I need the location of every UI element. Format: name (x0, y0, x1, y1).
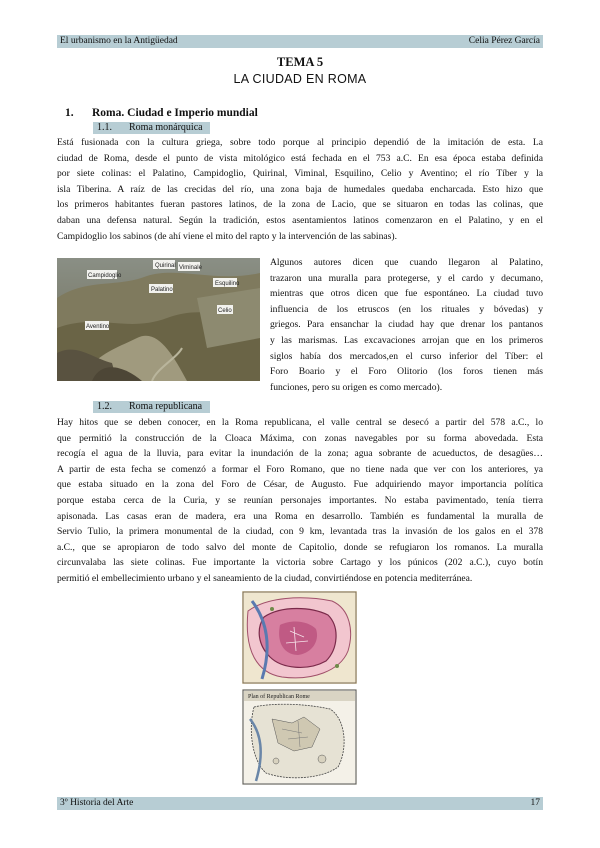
subsection-title: Roma republicana (129, 401, 203, 412)
plan-title: Plan of Republican Rome (248, 694, 310, 700)
page-footer (57, 797, 543, 810)
footer-left: 3º Historia del Arte (60, 798, 134, 808)
text-line: Servio Tulio, la primera monumental de la ciudad, con 9 km, levantada tras la invasión de los galos en el 378 (57, 526, 543, 538)
subsection-heading-2 (93, 401, 210, 413)
rome-walls-map (242, 591, 357, 684)
text-line: Algunos autores dicen que cuando llegaron al Palatino, (270, 257, 543, 268)
text-line: daban una defensa natural. Según la tradición, estos asentamientos latinos comenzaron en el Palatino, y en el (57, 214, 543, 226)
text-line: permitió el embellecimiento urbano y el saneamiento de la ciudad, convirtiéndose en potencia mediterránea. (57, 572, 473, 584)
page-header (57, 35, 543, 48)
text-line: griegos. Para ensanchar la ciudad hay que drenar los pantanos (270, 319, 543, 331)
text-line: trazaron una muralla para protegerse, y el cardo y decumano, (270, 272, 543, 284)
text-line: funciones, pero su origen es como mercado). (270, 381, 443, 393)
republican-rome-plan (242, 689, 357, 785)
header-left: El urbanismo en la Antigüedad (60, 36, 178, 46)
text-line: isla Tiberina. A raíz de las crecidas del río, una zona baja de humedales quedaba encharcada. Esto hizo que (57, 183, 543, 195)
paragraph-roma-monarquica (57, 135, 543, 244)
republican-rome-plan-image (242, 689, 357, 785)
subsection-number: 1.2. (97, 401, 112, 412)
subsection-title: Roma monárquica (129, 122, 203, 133)
text-line: los primeros habitantes fueran pastores latinos, de la zona de Lacio, que se situaron en todas las colinas, que (57, 199, 543, 211)
chapter-title: LA CIUDAD EN ROMA (233, 72, 367, 86)
text-line: siglos había dos mercados,en el curso inferior del Tíber: el (270, 350, 543, 362)
paragraph-palatino (270, 255, 543, 395)
label-esquilino: Esquilino (215, 281, 240, 287)
label-campidoglio: Campidoglio (88, 273, 122, 279)
page-number: 17 (530, 798, 540, 808)
chapter-number: TEMA 5 (276, 55, 324, 69)
subsection-number: 1.1. (97, 122, 112, 133)
text-line: A partir de esta fecha se comenzó a formar el Foro Romano, que no tiene nada que ver con los anteriores, ya (57, 463, 543, 475)
text-line: y las marismas. Las excavaciones arrojan que en los primeros (270, 334, 543, 346)
text-line: influencia de los etruscos (en los rituales y bóvedas) y (270, 303, 543, 315)
seven-hills-image (57, 258, 260, 381)
text-line: Foro Boario y el Foro Olitorio (los foros tienen más (270, 366, 543, 378)
text-line: que permitió la construcción de la Cloaca Máxima, con zonas navegables por su forma abovedada. Esta (57, 432, 543, 444)
text-line: a.C., que se apropiaron de todo salvo del monte de Capitolio, donde se refugiaron los romanos. La muralla (57, 541, 543, 553)
text-line: ciudad de Roma, desde el punto de vista mitológico está fechada en el 753 a.C. En esa época estaba definida (57, 152, 543, 164)
text-line: porque estaba cerca de la Curia, y se reunían personajes importantes. No estaba pavimentado, tenía tierra (57, 494, 543, 506)
header-right: Celia Pérez García (468, 36, 540, 46)
seven-hills-illustration (57, 258, 260, 381)
text-line: mientras que otros dicen que fue espontáneo. La ciudad tuvo (270, 288, 543, 300)
text-line: apisonada. Las casas eran de madera, era una Roma en desarrollo. También es fundamental la muralla de (57, 510, 543, 522)
section-number: 1. (65, 107, 74, 119)
text-line: circunvalaba las siete colinas. Fue importante la victoria sobre Cartago y los púnicos (202 a.C.), cuyo botín (57, 557, 543, 569)
text-line: Hay hitos que se deben conocer, en la Roma republicana, el valle central se desecó a partir del 578 a.C., lo (57, 417, 543, 428)
subsection-heading-1 (93, 122, 210, 134)
text-line: Está fusionada con la cultura griega, sobre todo porque al principio dependió de la imitación de esta. La (57, 137, 543, 148)
text-line: Campidoglio los sabinos (de ahí viene el mito del rapto y la intervención de las sabinas). (57, 230, 397, 242)
label-palatino: Palatino (151, 287, 173, 293)
section-title: Roma. Ciudad e Imperio mundial (92, 107, 258, 119)
text-line: recogía el agua de la lluvia, para evitar la inundación de la zona; agua sobrante de acueductos, de desagües… (57, 448, 543, 460)
text-line: por siete colinas: el Palatino, Campidoglio, Quirinal, Viminal, Esquilino, Celio y Aventino; el río Tíber y la (57, 168, 543, 180)
label-celio: Celio (218, 308, 232, 314)
label-quirinal: Quirinal (155, 263, 176, 269)
label-viminale: Viminale (179, 265, 202, 271)
paragraph-roma-republicana (57, 415, 543, 587)
section-heading (65, 107, 258, 119)
label-aventino: Aventino (86, 324, 110, 330)
rome-walls-map-image (242, 591, 357, 684)
text-line: que estaba situado en la zona del Foro de César, de Augusto. Fue adquiriendo mayor importancia política (57, 479, 543, 491)
